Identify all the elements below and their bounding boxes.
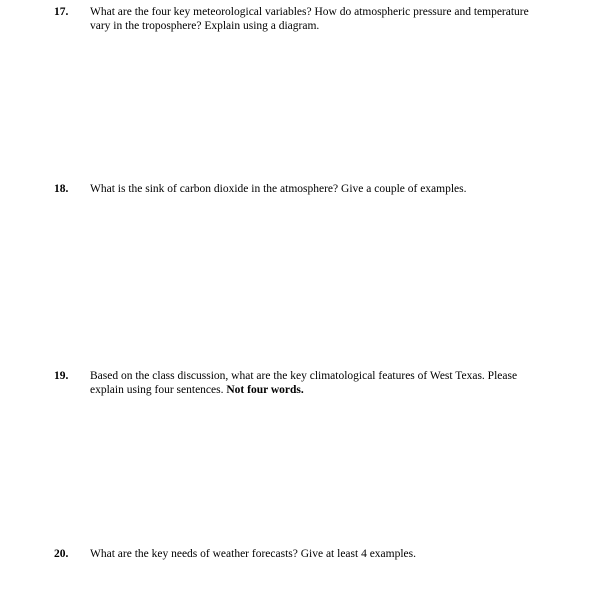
emphasis-text: Not four words xyxy=(226,384,301,396)
emphasis-suffix: . xyxy=(300,384,304,396)
question-text xyxy=(90,5,560,33)
question-line: What are the four key meteorological variables? How do atmospheric pressure and temperature xyxy=(90,6,529,18)
question-line: What is the sink of carbon dioxide in the atmosphere? Give a couple of examples. xyxy=(90,183,467,195)
question-number: 17. xyxy=(54,6,69,18)
question-line: explain using four sentences. xyxy=(90,384,224,396)
question-number: 18. xyxy=(54,183,69,195)
question-number: 20. xyxy=(54,548,69,560)
question-number: 19. xyxy=(54,370,69,382)
question-line: Based on the class discussion, what are the key climatological features of West Texas. Please xyxy=(90,370,518,382)
question-text xyxy=(90,547,560,561)
question-text xyxy=(90,369,560,397)
question-line-with-emphasis xyxy=(90,383,560,397)
question-line: What are the key needs of weather forecasts? Give at least 4 examples. xyxy=(90,548,417,560)
question-text xyxy=(90,182,560,196)
question-line: vary in the troposphere? Explain using a diagram. xyxy=(90,20,320,32)
